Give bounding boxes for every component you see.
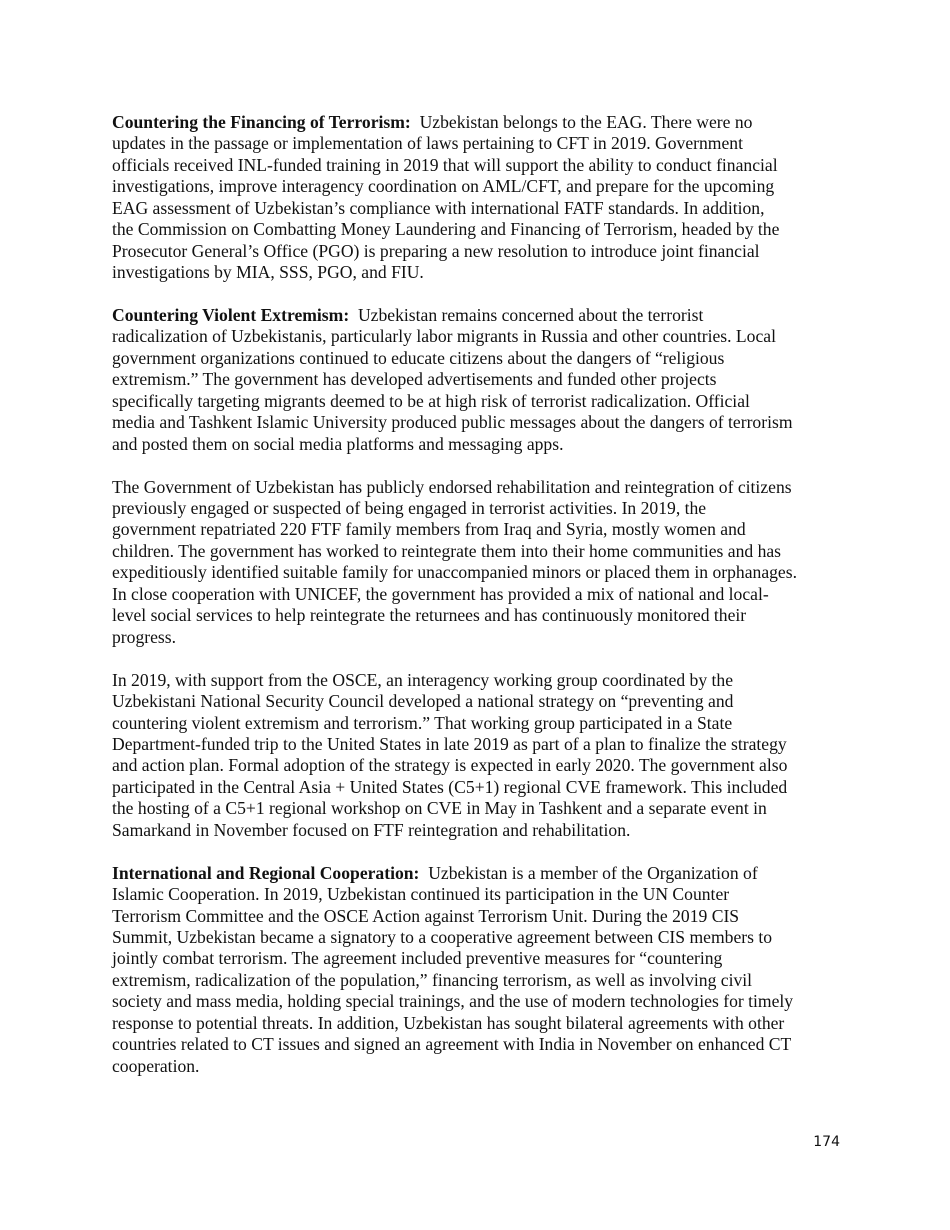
text-line: [112, 155, 840, 176]
text-line: [112, 262, 840, 283]
text-line: [112, 734, 840, 755]
paragraph: [112, 670, 840, 842]
text-line: [112, 1056, 840, 1077]
line-text: level social services to help reintegrate the returnees and has continuously monitored their: [112, 605, 747, 626]
text-line: [112, 391, 840, 412]
line-text: Department-funded trip to the United States in late 2019 as part of a plan to finalize the strategy: [112, 733, 787, 754]
line-text: Uzbekistani National Security Council developed a national strategy on “preventing and: [112, 691, 734, 712]
text-line: [112, 112, 840, 133]
text-line: [112, 133, 840, 154]
line-text: radicalization of Uzbekistanis, particularly labor migrants in Russia and other countries. Local: [112, 326, 776, 347]
text-line: [112, 541, 840, 562]
text-line: [112, 1034, 840, 1055]
line-text: Uzbekistan is a member of the Organization of: [428, 862, 758, 883]
line-text: investigations by MIA, SSS, PGO, and FIU.: [112, 262, 424, 283]
section-heading: Countering the Financing of Terrorism:: [112, 112, 411, 132]
line-text: In 2019, with support from the OSCE, an interagency working group coordinated by the: [112, 669, 734, 690]
line-text: Terrorism Committee and the OSCE Action against Terrorism Unit. During the 2019 CIS: [112, 905, 740, 926]
line-text: Uzbekistan belongs to the EAG. There were no: [419, 112, 753, 132]
text-line: [112, 884, 840, 905]
line-text: extremism, radicalization of the population,” financing terrorism, as well as involving civil: [112, 969, 753, 990]
line-text: EAG assessment of Uzbekistan’s compliance with international FATF standards. In addition,: [112, 197, 765, 218]
text-line: [112, 176, 840, 197]
line-text: media and Tashkent Islamic University produced public messages about the dangers of terrorism: [112, 412, 793, 433]
text-line: [112, 584, 840, 605]
line-text: expeditiously identified suitable family for unaccompanied minors or placed them in orphanages.: [112, 562, 797, 583]
paragraph: [112, 112, 840, 284]
line-text: updates in the passage or implementation of laws pertaining to CFT in 2019. Government: [112, 133, 743, 154]
text-line: [112, 755, 840, 776]
document-body: [112, 112, 840, 1099]
line-text: countries related to CT issues and signed an agreement with India in November on enhanced CT: [112, 1034, 792, 1055]
paragraph: [112, 305, 840, 455]
section-heading: Countering Violent Extremism:: [112, 305, 350, 326]
line-text: Uzbekistan remains concerned about the terrorist: [357, 305, 704, 326]
line-text: jointly combat terrorism. The agreement included preventive measures for “countering: [112, 948, 723, 969]
paragraph: [112, 863, 840, 1078]
line-text: and posted them on social media platforms and messaging apps.: [112, 433, 564, 454]
text-line: [112, 477, 840, 498]
line-text: the Commission on Combatting Money Laundering and Financing of Terrorism, headed by the: [112, 219, 780, 240]
text-line: [112, 948, 840, 969]
line-text: children. The government has worked to reintegrate them into their home communities and has: [112, 540, 782, 561]
line-text: cooperation.: [112, 1055, 200, 1076]
line-text: Prosecutor General’s Office (PGO) is preparing a new resolution to introduce joint financial: [112, 240, 760, 261]
text-line: [112, 863, 840, 884]
text-line: [112, 906, 840, 927]
text-line: [112, 1013, 840, 1034]
line-text: previously engaged or suspected of being engaged in terrorist activities. In 2019, the: [112, 498, 707, 519]
text-line: [112, 991, 840, 1012]
line-text: government repatriated 220 FTF family members from Iraq and Syria, mostly women and: [112, 519, 746, 540]
line-text: response to potential threats. In addition, Uzbekistan has sought bilateral agreements with other: [112, 1012, 785, 1033]
page-number: 174: [813, 1134, 840, 1150]
text-line: [112, 927, 840, 948]
text-line: [112, 519, 840, 540]
text-line: [112, 713, 840, 734]
text-line: [112, 498, 840, 519]
text-line: [112, 369, 840, 390]
line-text: participated in the Central Asia + United States (C5+1) regional CVE framework. This included: [112, 776, 788, 797]
line-text: government organizations continued to educate citizens about the dangers of “religious: [112, 347, 725, 368]
text-line: [112, 198, 840, 219]
text-line: [112, 627, 840, 648]
text-line: [112, 670, 840, 691]
line-text: In close cooperation with UNICEF, the government has provided a mix of national and local-: [112, 583, 769, 604]
text-line: [112, 241, 840, 262]
text-line: [112, 562, 840, 583]
line-text: progress.: [112, 626, 177, 647]
line-text: countering violent extremism and terrorism.” That working group participated in a State: [112, 712, 733, 733]
text-line: [112, 434, 840, 455]
line-text: officials received INL-funded training in 2019 that will support the ability to conduct financial: [112, 154, 778, 175]
line-text: investigations, improve interagency coordination on AML/CFT, and prepare for the upcoming: [112, 176, 775, 197]
text-line: [112, 348, 840, 369]
line-text: Samarkand in November focused on FTF reintegration and rehabilitation.: [112, 819, 631, 840]
text-line: [112, 305, 840, 326]
line-text: and action plan. Formal adoption of the strategy is expected in early 2020. The government also: [112, 755, 788, 776]
text-line: [112, 798, 840, 819]
text-line: [112, 970, 840, 991]
text-line: [112, 691, 840, 712]
line-text: The Government of Uzbekistan has publicly endorsed rehabilitation and reintegration of citizens: [112, 476, 792, 497]
paragraph: [112, 477, 840, 649]
text-line: [112, 219, 840, 240]
text-line: [112, 412, 840, 433]
text-line: [112, 777, 840, 798]
line-text: extremism.” The government has developed advertisements and funded other projects: [112, 369, 717, 390]
line-text: society and mass media, holding special trainings, and the use of modern technologies for timely: [112, 991, 794, 1012]
section-heading: International and Regional Cooperation:: [112, 862, 420, 883]
line-text: Islamic Cooperation. In 2019, Uzbekistan continued its participation in the UN Counter: [112, 884, 730, 905]
text-line: [112, 820, 840, 841]
text-line: [112, 605, 840, 626]
line-text: Summit, Uzbekistan became a signatory to a cooperative agreement between CIS members to: [112, 926, 773, 947]
line-text: specifically targeting migrants deemed to be at high risk of terrorist radicalization. Official: [112, 390, 750, 411]
text-line: [112, 326, 840, 347]
line-text: the hosting of a C5+1 regional workshop on CVE in May in Tashkent and a separate event in: [112, 798, 767, 819]
